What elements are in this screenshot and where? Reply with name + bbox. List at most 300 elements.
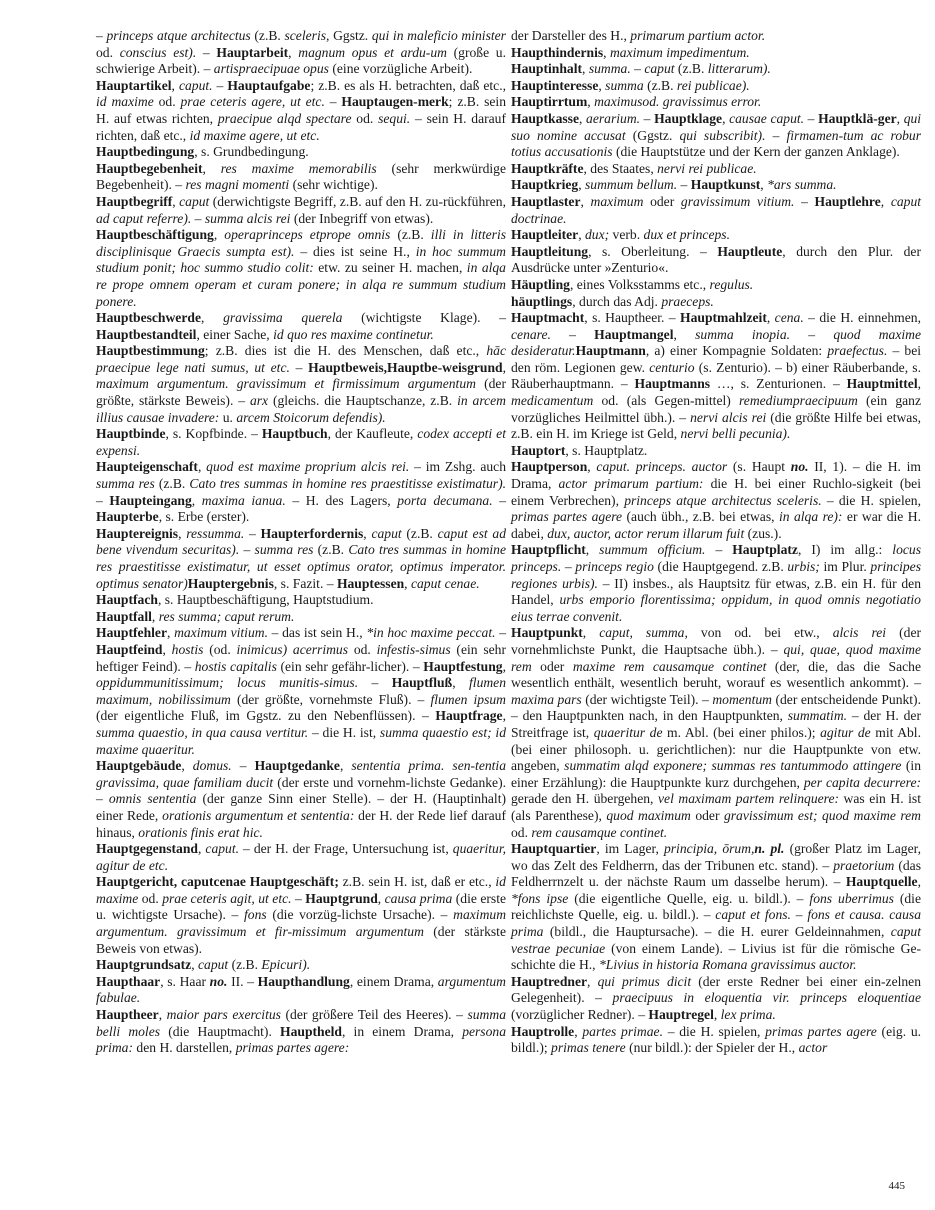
headword: Hauptbeschäftigung [96, 227, 214, 243]
entry-text: , [288, 44, 299, 60]
entry-text: (eine vorzügliche Arbeit). [328, 61, 473, 77]
entry-text: , des Staates, [583, 160, 658, 176]
entry-text: (z.B. [401, 525, 438, 541]
entry-text: , [172, 193, 180, 209]
headword: Hauptmanns [634, 376, 711, 392]
dictionary-entry [511, 194, 921, 227]
latin-term: arcem Stoicorum defendis). [236, 409, 386, 425]
headword: Hauptredner [511, 973, 588, 989]
latin-term: maximum impedimentum. [609, 44, 750, 60]
latin-term: maior pars exercitus [166, 1007, 281, 1023]
headword: Hauptfeind [96, 641, 163, 657]
latin-term: actor [798, 1040, 828, 1056]
entry-text: , [178, 525, 187, 541]
headword: Hauptfehler [96, 625, 167, 641]
latin-term: id maxime [96, 94, 154, 110]
dictionary-entry [96, 459, 506, 525]
latin-term: rem causamque continet. [531, 824, 668, 840]
latin-term: quod est maxime proprium alcis rei. [206, 459, 410, 475]
entry-text: od. [138, 890, 163, 906]
entry-text: oder [643, 193, 681, 209]
entry-text: , [585, 542, 600, 558]
dictionary-entry [96, 28, 506, 78]
dictionary-entry [96, 592, 506, 609]
entry-text: , s. Oberleitung. – [588, 243, 718, 259]
headword: Hauptkunst [690, 177, 761, 193]
latin-term: caput vestrae pecuniae [511, 924, 921, 956]
latin-term: artispraecipuae opus [213, 61, 329, 77]
entry-text: oder [531, 658, 573, 674]
entry-text: , [213, 227, 225, 243]
dictionary-entry [511, 78, 921, 95]
entry-text: – [196, 44, 217, 60]
latin-term: summa [605, 77, 644, 93]
latin-term: inimicus) acerrimus [236, 641, 349, 657]
entry-text: , s. Kopfbinde. – [165, 426, 262, 442]
entry-text: (z.B. [250, 28, 285, 43]
entry-text: – der H. der Streitfrage ist, [511, 708, 921, 740]
headword: Häuptling [511, 276, 570, 292]
dictionary-entry [96, 1007, 506, 1057]
entry-text: , a) einer Kompagnie Soldaten: [645, 343, 828, 359]
entry-text: , [917, 376, 921, 392]
headword: Hauptmittel [846, 376, 918, 392]
entry-text: ; z.B. es als H. betrachten, daß etc., [310, 77, 507, 93]
entry-text: – bei den röm. Legionen gew. [511, 343, 921, 375]
entry-text: , [578, 227, 585, 243]
latin-term: maximusod. gravissimus error. [594, 94, 762, 110]
headword: Hauptbeweis,Hauptbe-weisgrund [308, 359, 503, 375]
latin-term: princeps regio [575, 559, 654, 574]
headword: Hauptaufgabe [227, 77, 311, 93]
latin-term: in arcem illius causae invadere: [96, 393, 506, 425]
latin-term: res magni momenti [185, 177, 290, 193]
entry-text: – [239, 542, 255, 558]
headword: Hauptort [511, 442, 566, 458]
entry-text: (der größte, stärkste Beweis). – [96, 376, 506, 409]
entry-text: er war die H. dabei, [511, 509, 921, 541]
latin-term: actor primarum partium: [558, 476, 704, 492]
latin-term: caput [197, 957, 229, 973]
entry-text: – [794, 193, 815, 209]
entry-text: (ein ganz vorzügliches Heilmittel übh.). – [511, 393, 922, 425]
left-column [96, 28, 506, 1057]
entry-text: , [191, 492, 202, 508]
entry-text: , [673, 326, 696, 342]
entry-text: ; z.B. dies ist die H. des Menschen, daß etc., [204, 343, 487, 359]
headword: Hauptkräfte [511, 160, 584, 176]
dictionary-entry [511, 443, 921, 460]
headword: Hauptleute [717, 243, 783, 259]
entry-text: (die reichlichste Quelle, eig. u. bildl.). – [511, 890, 921, 923]
entry-text: (das Feldherrnzelt u. der nächste Raum um dasselbe herum). – [511, 857, 922, 890]
entry-text: , [197, 459, 207, 475]
headword: Hauptbinde [96, 426, 166, 442]
entry-text: (zus.). [744, 525, 782, 541]
entry-text: , durch das Adj. [572, 293, 662, 309]
latin-term: caput [179, 193, 210, 209]
headword: Hauptplatz [732, 542, 798, 558]
entry-text: – [244, 525, 261, 541]
entry-text: , [404, 575, 411, 591]
headword: Hauptpflicht [511, 542, 586, 558]
latin-term: flumen ipsum [430, 691, 506, 707]
entry-text: verb. [609, 227, 644, 243]
entry-text: (z.B. [643, 77, 677, 93]
headword: Hauptquelle [845, 874, 918, 890]
entry-text: – sein H. darauf richten, daß etc., [96, 110, 507, 143]
latin-term: medicamentum [511, 393, 594, 409]
headword: Hauptmahlzeit [680, 310, 767, 326]
latin-term: summa alcis rei [204, 210, 291, 226]
headword: Hauptarbeit [216, 44, 289, 60]
latin-term: oppidummunitissimum; locus munitis-simus. [96, 675, 359, 691]
latin-term: in alqa re): [778, 509, 843, 525]
entry-text: gerade den H. übergehen, [511, 791, 659, 807]
headword: Hauptmacht [511, 310, 585, 326]
latin-term: prae ceteris agit, ut etc. [162, 890, 292, 906]
headword: Hauptartikel [96, 77, 172, 93]
headword: Hauptgericht, caputcenae Hauptgeschäft; [96, 874, 339, 890]
headword: Hauptkrieg [511, 177, 579, 193]
headword: Hauptbedingung [96, 144, 195, 160]
latin-term: Cato tres summas in homine res praestitisse existimatur, ut esset optimus orator, optimus imperator. optimus senator) [96, 542, 506, 591]
entry-text: – [640, 110, 655, 126]
dictionary-entry [96, 974, 506, 1007]
entry-text: , [917, 874, 921, 890]
latin-term: id maxime agere, ut etc. [189, 127, 320, 143]
latin-term: nervi belli pecunia). [680, 426, 791, 442]
dictionary-entry [96, 526, 506, 592]
dictionary-entry [96, 874, 506, 957]
entry-text: , [197, 841, 206, 857]
entry-text: m. Abl. (bei einer philos.); [662, 724, 821, 740]
latin-term: *fons ipse [511, 890, 569, 906]
headword: Hauptinteresse [511, 77, 599, 93]
headword: Hauptleitung [511, 243, 589, 259]
latin-term: primarum partium actor. [630, 28, 766, 43]
latin-term: quod maximum [606, 807, 691, 823]
headword: Hauptgegenstand [96, 841, 198, 857]
headword: Hauptheld [280, 1023, 342, 1039]
entry-text: (sehr wichtige). [289, 177, 378, 193]
latin-term: domus. [192, 758, 232, 774]
entry-text: (z.B. [313, 542, 349, 558]
headword: Hauptgrund [305, 890, 378, 906]
latin-term: porta decumana. [397, 492, 493, 508]
entry-text: (große u. schwierige Arbeit). – [96, 44, 507, 77]
entry-text: , [166, 625, 175, 641]
entry-text: z.B. sein H. ist, daß er etc., [338, 874, 496, 890]
entry-text: , [587, 459, 597, 475]
entry-text: – [96, 492, 110, 508]
latin-term: primas tenere [551, 1040, 626, 1056]
latin-term: prae ceteris agere, ut etc. [180, 94, 325, 110]
latin-term: qui suo nomine accusat [511, 110, 922, 143]
entry-text: , [582, 61, 589, 77]
latin-term: regulus. [709, 276, 754, 292]
latin-term: gravissimum vitium. [680, 193, 795, 209]
headword: Hauptlehre [814, 193, 881, 209]
latin-term: urbs emporio florentissima; oppidum, in quod omnis negotiatio eius terrae convenit. [511, 592, 921, 624]
headword: Haupterbe [96, 509, 159, 525]
latin-term: caput est ad bene vivendum securitas). [96, 525, 506, 558]
latin-term: Cato tres summas in homine res praestitisse existimatur). [189, 476, 506, 492]
entry-text: , [502, 359, 507, 375]
dictionary-entry [96, 144, 506, 161]
dictionary-entry [96, 343, 506, 426]
latin-term: gravissimum est; quod maxime rem [723, 807, 921, 823]
latin-term: dux, auctor, actor rerum illarum fuit [547, 525, 745, 541]
entry-text: – die H. spielen, [821, 492, 921, 508]
latin-term: causae caput. [729, 110, 805, 126]
entry-text: , [200, 310, 224, 326]
latin-term: qui, quae, quod maxime rem [511, 641, 921, 674]
latin-term: principes regiones urbis). [511, 559, 921, 591]
entry-text: – [561, 559, 576, 574]
entry-text: – [492, 492, 506, 508]
latin-term: magnum opus et ardu-um [298, 44, 447, 60]
entry-text: – [291, 890, 306, 906]
entry-text: oder [690, 807, 724, 823]
entry-text: – die H. einnehmen, [803, 310, 921, 326]
entry-text: (vorzüglicher Redner). – [511, 1007, 649, 1023]
latin-term: primas partes agere [765, 1023, 877, 1039]
headword: Hauptbestimmung [96, 343, 205, 359]
entry-text: (die größte Hilfe bei etwas, z.B. ein H. im Kriege ist Geld, [511, 409, 922, 442]
entry-text: (der Inbegriff von etwas). [290, 210, 434, 226]
entry-text: die H. bei einer Ruchlo-sigkeit (bei einem Verbrechen), [511, 476, 921, 508]
latin-term: res summa; caput rerum. [158, 608, 295, 624]
entry-text: (s. Zenturio). – b) einer Räuberbande, s. Räuberhauptmann. – [511, 359, 922, 392]
dictionary-entry [511, 177, 921, 194]
latin-term: orationis argumentum et sententia: [162, 807, 355, 823]
latin-term: orationis finis erat hic. [138, 824, 263, 840]
latin-term: summa quaestio est; id maxime quaeritur. [96, 724, 506, 757]
bold-italic-term: no. [209, 973, 228, 989]
dictionary-entry [96, 78, 506, 144]
entry-text: (die vorzüg-lichste Ursache). – [266, 907, 454, 923]
dictionary-entry [511, 974, 921, 1024]
headword: Hauptmangel [594, 326, 674, 342]
latin-term: centurio [649, 359, 695, 375]
entry-text: – [705, 542, 733, 558]
entry-text: , s. Hauptheer. – [584, 310, 681, 326]
headword: Hauptergebnis [187, 575, 274, 591]
entry-text: , einem Drama, [349, 973, 438, 989]
dictionary-entry [96, 426, 506, 459]
latin-term: illi in litteris disciplinisque Graecis sumpta est). [96, 227, 507, 259]
entry-text: , [181, 758, 193, 774]
entry-text: , [171, 77, 179, 93]
latin-term: id quo res maxime continetur. [273, 326, 434, 342]
entry-text: – dies ist seine H., [294, 243, 416, 259]
entry-text: , [766, 310, 775, 326]
latin-term: argumentum fabulae. [96, 973, 506, 1006]
entry-text: (die Hauptgegend. z.B. [653, 559, 788, 574]
entry-text: , [202, 160, 221, 176]
entry-text: , s. Haar [160, 973, 210, 989]
headword: Hauptleiter [511, 227, 579, 243]
entry-text: od. [511, 824, 532, 840]
dictionary-entry [511, 94, 921, 111]
entry-text: , [587, 973, 598, 989]
headword: Hauptbeschwerde [96, 310, 201, 326]
entry-text: II, 1). – die H. im Drama, [511, 459, 921, 492]
entry-text: (der erste und vornehm-lichste Gedanke). – [96, 774, 506, 807]
dictionary-entry [96, 161, 506, 194]
latin-term: dux et princeps. [643, 227, 730, 243]
latin-term: id maxime [96, 874, 506, 906]
entry-text: – [324, 94, 342, 110]
entry-text: , s. Hauptbeschäftigung, Hauptstudium. [157, 592, 374, 608]
entry-text: (z.B. [154, 476, 190, 492]
entry-text: (der eigentliche Fluß, im Ggstz. zu den Nebenflüssen). – [96, 708, 436, 724]
latin-term: praefectus. [827, 343, 888, 359]
entry-text: – [191, 210, 205, 226]
entry-text: , [896, 110, 904, 126]
latin-term: praecipuus in eloquentia vir. princeps eloquentiae [612, 990, 921, 1006]
headword: Hauptfluß [391, 675, 453, 691]
headword: Hauptrolle [511, 1023, 575, 1039]
headword: Hauptfall [96, 608, 152, 624]
right-column [511, 28, 921, 1057]
headword: Hauptfrage [435, 708, 503, 724]
entry-text: od. (als Gegen-mittel) [593, 393, 739, 409]
latin-term: Epicuri). [261, 957, 311, 973]
entry-text: (eig. u. bildl.); [511, 1023, 922, 1056]
entry-text: , [502, 708, 506, 724]
entry-text: (von einem Lande). – Livius ist für die römische Ge-schichte die H., [511, 940, 921, 973]
entry-text: od. [351, 110, 379, 126]
latin-term: summa. [588, 61, 631, 77]
entry-text: – [765, 127, 787, 143]
headword: Hauptgebäude [96, 758, 182, 774]
latin-term: summa res [254, 542, 314, 558]
entry-text: (nur bildl.): der Spieler der H., [625, 1040, 799, 1056]
headword: Hauptbuch [261, 426, 328, 442]
entry-text: (ein sehr gefähr-licher). – [276, 658, 424, 674]
entry-text: – [96, 28, 107, 43]
entry-text: , [578, 177, 586, 193]
latin-term: lex prima. [720, 1007, 776, 1023]
headword: Hauptregel [648, 1007, 714, 1023]
headword: Hauptpunkt [511, 625, 583, 641]
entry-text: Ggstz. [329, 28, 372, 43]
latin-term: nervi rei publicae. [657, 160, 757, 176]
entry-text: , [760, 177, 768, 193]
entry-text: – [790, 326, 834, 342]
latin-term: primas partes agere [511, 509, 623, 525]
entry-text: od. [348, 641, 377, 657]
latin-term: aerarium. [586, 110, 641, 126]
entry-text: , [377, 890, 385, 906]
entry-text: was ein H. ist (als Parenthese), [511, 791, 921, 823]
latin-term: hostis [171, 641, 204, 657]
headword: Hauptirrtum [511, 94, 588, 110]
entry-text: , [452, 675, 470, 691]
entry-text: – der H. der Frage, Untersuchung ist, [239, 841, 453, 857]
entry-text: , in einem Drama, [341, 1023, 463, 1039]
latin-term: res maxime memorabilis [220, 160, 377, 176]
latin-term: praetorium [833, 857, 895, 873]
entry-text: , s. Grundbedingung. [194, 144, 309, 160]
entry-text: , [339, 758, 352, 774]
entry-text: , [579, 110, 587, 126]
entry-text: – [358, 675, 392, 691]
headword: Hauptklage [654, 110, 723, 126]
latin-term: qui subscribit). [679, 127, 766, 143]
latin-term: *in hoc maxime peccat. [366, 625, 496, 641]
entry-text: (der größere Teil des Heeres). – [280, 1007, 468, 1023]
latin-term: maxima ianua. [201, 492, 286, 508]
dictionary-entry [511, 277, 921, 294]
headword: Hauptfestung [423, 658, 503, 674]
latin-term: qui in maleficio minister [371, 28, 506, 43]
entry-text: , [162, 641, 172, 657]
entry-text: (derwichtigste Begriff, z.B. auf den H. zu-rückführen, [209, 193, 507, 209]
latin-term: per capita decurrere: [803, 774, 922, 790]
latin-term: caput cenae. [410, 575, 480, 591]
dictionary-entry [511, 161, 921, 178]
entry-text: , [151, 608, 159, 624]
latin-term: *ars summa. [767, 177, 837, 193]
dictionary-entry [511, 310, 921, 443]
latin-term: omnis sententia [108, 791, 197, 807]
latin-term: primas partes agere: [235, 1040, 350, 1056]
entry-text: (Ggstz. [625, 127, 680, 143]
latin-term: qui primus dicit [597, 973, 692, 989]
latin-term: hāc praecipue lege nati sumus, ut etc. [96, 343, 506, 375]
headword: Hauptperson [511, 459, 588, 475]
entry-text: (sehr merkwürdige Begebenheit). – [96, 160, 507, 193]
dictionary-entry [511, 459, 921, 542]
latin-term: summum bellum. [585, 177, 678, 193]
entry-text: – [677, 177, 691, 193]
bold-italic-term: n. pl. [754, 841, 785, 857]
latin-term: cena. [774, 310, 804, 326]
entry-text: (z.B. [674, 61, 708, 77]
entry-text: von od. bei etw., [687, 625, 833, 641]
entry-text: , [502, 658, 506, 674]
entry-text: (ein sehr heftiger Feind). – [96, 641, 506, 674]
entry-text: ; z.B. sein H. auf etwas richten, [96, 94, 506, 126]
headword: Haupterfordernis [260, 525, 364, 541]
bold-italic-term: no. [790, 459, 809, 475]
dictionary-entry [96, 758, 506, 841]
latin-term: momentum [712, 691, 772, 707]
entry-text: – II) insbes., als Hauptsitz für etwas, z.B. ein H. für den Handel, [511, 575, 921, 608]
headword: Hauptkasse [511, 110, 579, 126]
latin-term: maximum vitium. [174, 625, 268, 641]
headword: Haupthindernis [511, 44, 604, 60]
entry-text: , [587, 94, 595, 110]
latin-term: ressumma. [186, 525, 245, 541]
dictionary-entry [511, 542, 921, 625]
headword: Hauptgrundsatz [96, 957, 192, 973]
latin-term: vel maximam partem relinquere: [658, 791, 839, 807]
entry-text: – die H. spielen, [662, 1023, 766, 1039]
latin-term: cenare. [511, 326, 551, 342]
entry-text: od. [96, 44, 120, 60]
entry-text: …, s. Zenturionen. – [710, 376, 847, 392]
headword: Hauptquartier [511, 841, 597, 857]
entry-text: (die Hauptstütze und der Kern der ganzen Anklage). [612, 144, 900, 160]
headword: Hauptfach [96, 592, 158, 608]
headword: Haupthandlung [257, 973, 350, 989]
latin-term: quod maxime desideratur. [511, 326, 922, 359]
latin-term: alcis rei [832, 625, 887, 641]
